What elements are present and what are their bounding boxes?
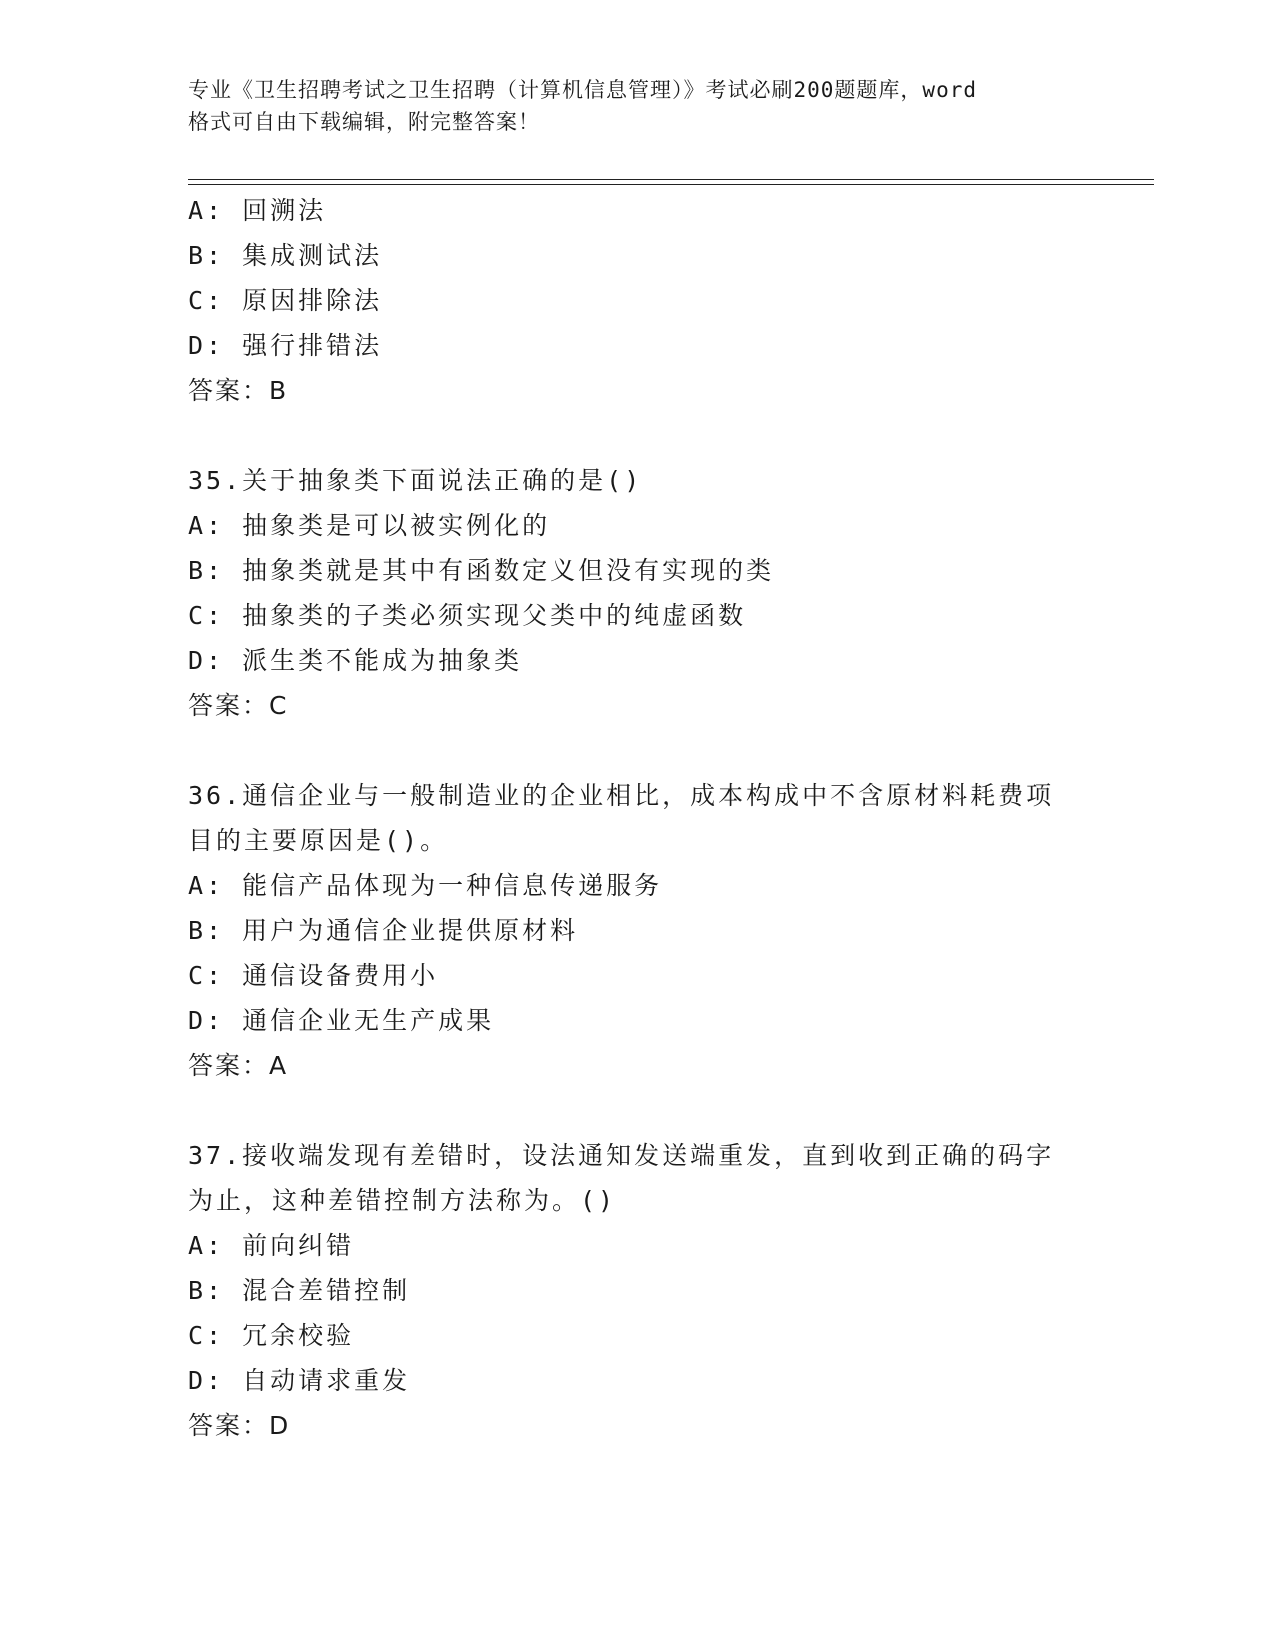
option-b: B: 抽象类就是其中有函数定义但没有实现的类 [188,556,775,585]
answer-line: 答案：B [188,376,289,405]
answer-line: 答案：C [188,691,289,720]
option-b: B: 集成测试法 [188,241,383,270]
question-36-stem-line-1: 36.通信企业与一般制造业的企业相比，成本构成中不含原材料耗费项 [188,781,1055,810]
question-37-stem-line-2: 为止，这种差错控制方法称为。() [188,1186,617,1215]
option-a: A: 回溯法 [188,196,327,225]
option-c: C: 抽象类的子类必须实现父类中的纯虚函数 [188,601,747,630]
header-divider-bottom [188,184,1154,185]
question-37-stem-line-1: 37.接收端发现有差错时，设法通知发送端重发，直到收到正确的码字 [188,1141,1055,1170]
option-a: A: 能信产品体现为一种信息传递服务 [188,871,663,900]
option-a: A: 前向纠错 [188,1231,355,1260]
option-c: C: 通信设备费用小 [188,961,439,990]
document-header [188,74,1088,138]
option-d: D: 通信企业无生产成果 [188,1006,495,1035]
question-35-stem: 35.关于抽象类下面说法正确的是() [188,466,643,495]
question-36-stem-line-2: 目的主要原因是()。 [188,826,449,855]
option-d: D: 强行排错法 [188,331,383,360]
option-b: B: 用户为通信企业提供原材料 [188,916,579,945]
option-c: C: 原因排除法 [188,286,383,315]
option-d: D: 自动请求重发 [188,1366,411,1395]
option-d: D: 派生类不能成为抽象类 [188,646,523,675]
option-a: A: 抽象类是可以被实例化的 [188,511,551,540]
answer-line: 答案：A [188,1051,289,1080]
header-divider-top [188,179,1154,180]
answer-line: 答案：D [188,1411,291,1440]
option-b: B: 混合差错控制 [188,1276,411,1305]
header-title-line-1: 专业《卫生招聘考试之卫生招聘（计算机信息管理）》考试必刷200题题库，word [188,78,977,102]
option-c: C: 冗余校验 [188,1321,355,1350]
header-title-line-2: 格式可自由下载编辑，附完整答案！ [188,110,540,134]
